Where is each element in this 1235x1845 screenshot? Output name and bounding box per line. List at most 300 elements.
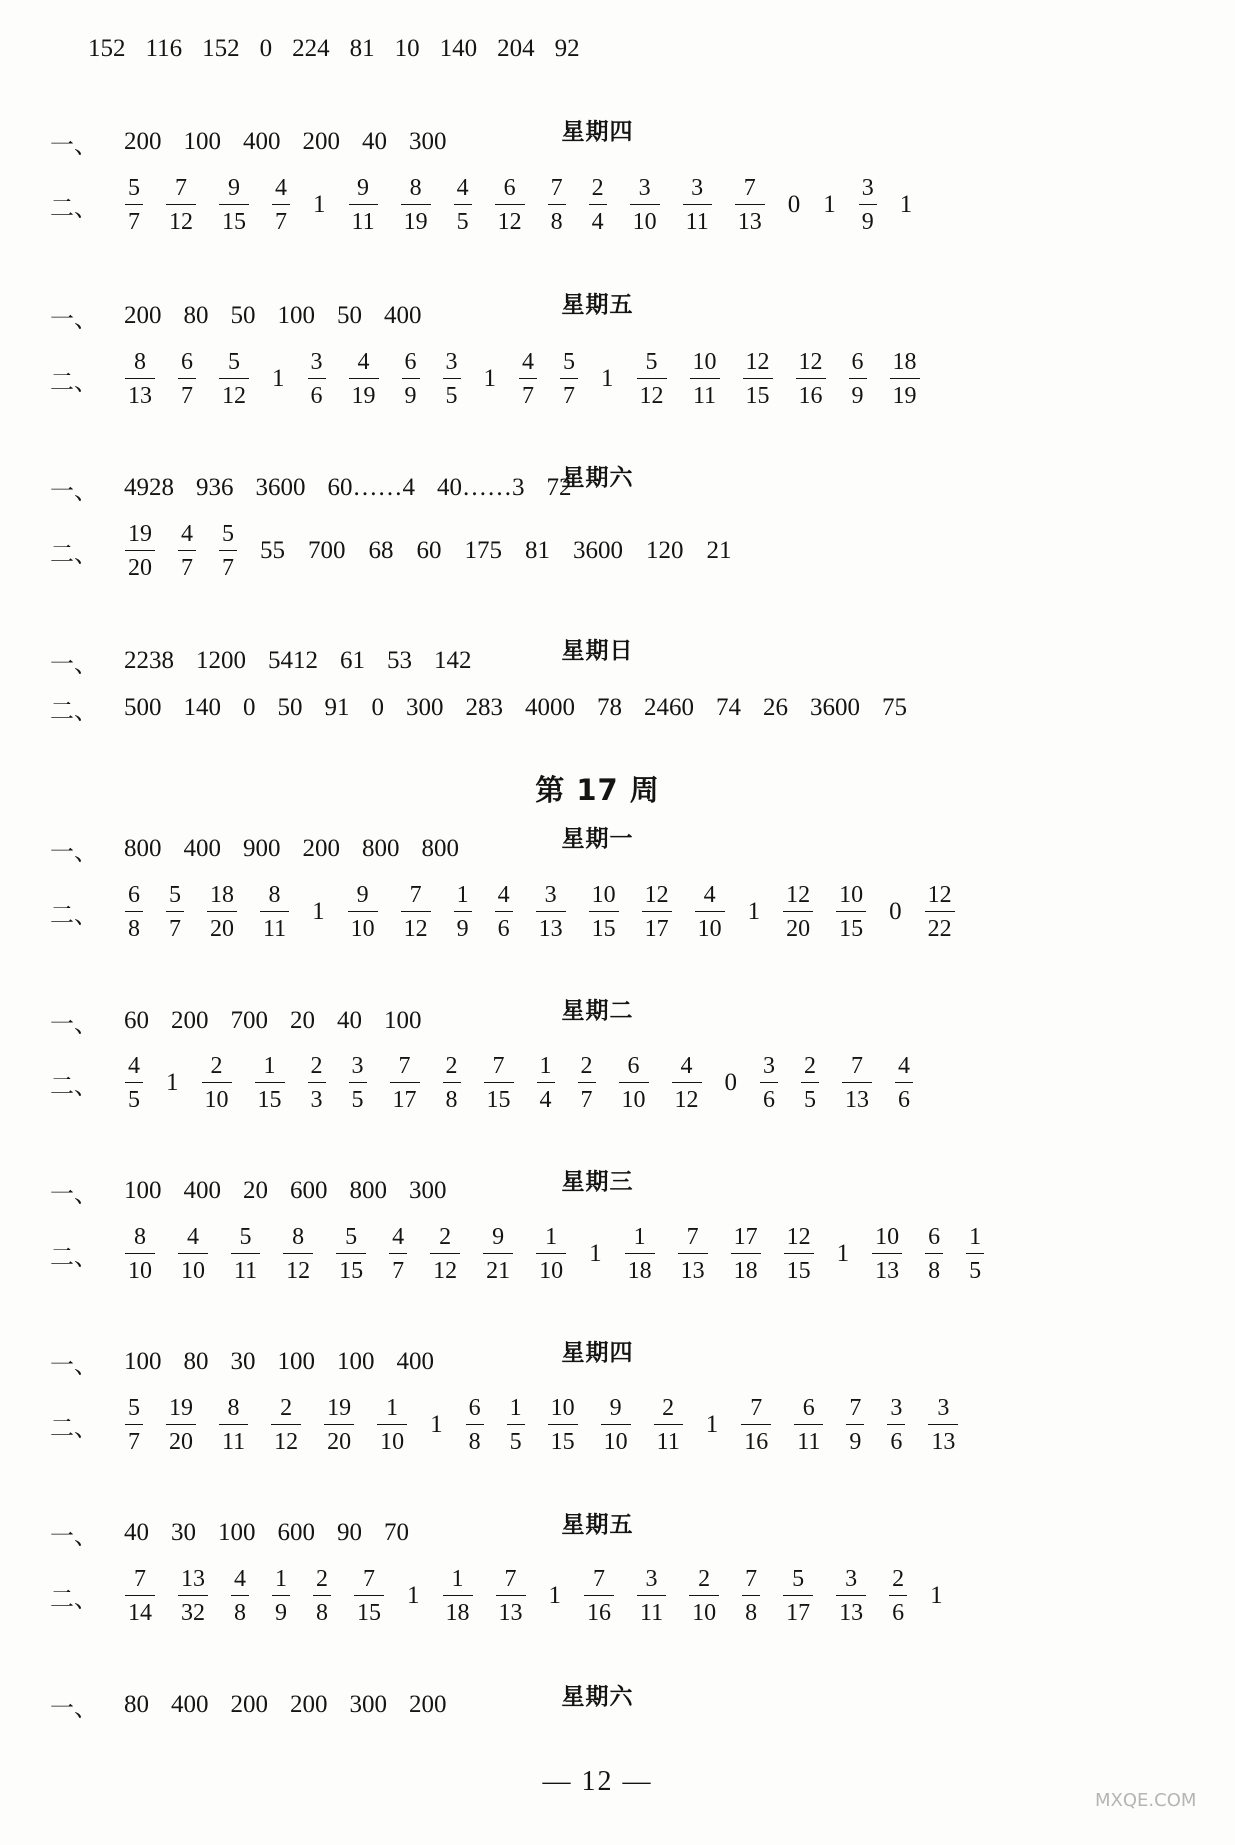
section-label: 一、 bbox=[50, 1009, 98, 1038]
fraction bbox=[783, 1567, 813, 1625]
numerator: 5 bbox=[792, 1566, 805, 1592]
numerator: 7 bbox=[363, 1566, 375, 1592]
answer-value: 2238 bbox=[124, 647, 174, 674]
fraction bbox=[794, 1396, 823, 1454]
denominator: 10 bbox=[621, 1087, 646, 1113]
fraction bbox=[219, 1396, 248, 1454]
denominator: 10 bbox=[204, 1087, 229, 1113]
fraction bbox=[308, 1054, 326, 1112]
denominator: 5 bbox=[804, 1087, 816, 1113]
denominator: 11 bbox=[685, 209, 709, 235]
answer-value: 1 bbox=[430, 1411, 443, 1438]
denominator: 15 bbox=[257, 1087, 282, 1113]
numerator: 2 bbox=[662, 1395, 675, 1421]
numerator: 8 bbox=[409, 175, 422, 201]
numerator: 19 bbox=[128, 521, 152, 547]
answer-line bbox=[50, 1224, 984, 1284]
numerator: 1 bbox=[633, 1224, 646, 1250]
denominator: 9 bbox=[851, 383, 864, 409]
fraction-bar bbox=[683, 204, 712, 205]
fraction bbox=[125, 522, 155, 580]
numerator: 2 bbox=[210, 1053, 223, 1079]
denominator: 17 bbox=[392, 1087, 417, 1113]
answer-value: 80 bbox=[183, 1348, 209, 1375]
denominator: 15 bbox=[839, 916, 864, 942]
denominator: 10 bbox=[539, 1258, 564, 1284]
fraction-bar bbox=[859, 204, 877, 205]
answer-value: 300 bbox=[349, 1691, 387, 1718]
answer-value: 283 bbox=[465, 694, 503, 721]
denominator: 7 bbox=[580, 1087, 593, 1113]
answer-value: 100 bbox=[277, 302, 315, 329]
answer-value: 4928 bbox=[124, 474, 174, 501]
day-heading: 星期五 bbox=[561, 1512, 634, 1538]
answer-value: 3600 bbox=[810, 694, 860, 721]
fraction bbox=[125, 1396, 143, 1454]
fraction-bar bbox=[625, 1253, 655, 1254]
fraction-bar bbox=[125, 1424, 143, 1425]
answer-line bbox=[50, 349, 920, 409]
numerator: 9 bbox=[609, 1395, 622, 1421]
fraction bbox=[519, 350, 537, 408]
numerator: 12 bbox=[927, 882, 952, 908]
denominator: 15 bbox=[786, 1258, 811, 1284]
fraction-bar bbox=[742, 1595, 760, 1596]
fraction bbox=[536, 883, 566, 941]
denominator: 12 bbox=[222, 383, 246, 409]
fraction-bar bbox=[760, 1082, 778, 1083]
answer-value: 75 bbox=[882, 694, 907, 721]
fraction bbox=[178, 1225, 208, 1283]
numerator: 4 bbox=[357, 349, 370, 375]
fraction bbox=[637, 350, 667, 408]
fraction bbox=[760, 1054, 778, 1112]
answer-value: 40 bbox=[337, 1007, 362, 1034]
numerator: 1 bbox=[386, 1395, 399, 1421]
numerator: 4 bbox=[680, 1053, 693, 1079]
denominator: 5 bbox=[351, 1087, 364, 1113]
numerator: 4 bbox=[522, 349, 534, 375]
fraction-bar bbox=[889, 1595, 907, 1596]
numerator: 4 bbox=[234, 1566, 246, 1592]
numerator: 3 bbox=[544, 882, 557, 908]
fraction-bar bbox=[619, 1082, 649, 1083]
fraction-bar bbox=[872, 1253, 902, 1254]
answer-line bbox=[50, 819, 459, 879]
denominator: 13 bbox=[680, 1258, 705, 1284]
answer-value: 40……3 bbox=[437, 474, 525, 501]
fraction-bar bbox=[219, 550, 237, 551]
fraction bbox=[260, 883, 289, 941]
fraction-bar bbox=[507, 1424, 525, 1425]
fraction-bar bbox=[443, 1595, 473, 1596]
day-heading: 星期日 bbox=[561, 638, 634, 664]
fraction-bar bbox=[536, 911, 566, 912]
fraction bbox=[678, 1225, 708, 1283]
numerator: 6 bbox=[627, 1053, 640, 1079]
answer-value: 1200 bbox=[196, 647, 246, 674]
fraction-bar bbox=[678, 1253, 708, 1254]
fraction bbox=[966, 1225, 984, 1283]
fraction bbox=[484, 1054, 514, 1112]
denominator: 19 bbox=[892, 383, 917, 409]
fraction bbox=[219, 522, 237, 580]
fraction bbox=[401, 883, 431, 941]
answer-value: 20 bbox=[243, 1177, 268, 1204]
day-heading: 星期三 bbox=[561, 1169, 634, 1195]
fraction-bar bbox=[846, 1424, 864, 1425]
answer-value: 200 bbox=[302, 835, 340, 862]
answer-value: 60 bbox=[124, 1007, 149, 1034]
fraction bbox=[889, 1567, 907, 1625]
fraction bbox=[443, 1054, 461, 1112]
fraction bbox=[401, 176, 431, 234]
day-heading: 星期四 bbox=[561, 119, 634, 145]
numerator: 7 bbox=[593, 1566, 605, 1592]
denominator: 10 bbox=[603, 1429, 628, 1455]
answer-value: 80 bbox=[183, 302, 209, 329]
denominator: 8 bbox=[128, 916, 140, 942]
fraction bbox=[731, 1225, 761, 1283]
fraction bbox=[308, 350, 326, 408]
fraction bbox=[584, 1567, 614, 1625]
fraction-bar bbox=[741, 1424, 771, 1425]
fraction-bar bbox=[496, 1595, 526, 1596]
day-heading: 星期五 bbox=[561, 292, 634, 318]
answer-value: 700 bbox=[308, 537, 346, 564]
answer-value: 800 bbox=[362, 835, 400, 862]
denominator: 13 bbox=[839, 1600, 864, 1626]
answer-line bbox=[50, 1332, 434, 1392]
answer-value: 74 bbox=[716, 694, 741, 721]
section-label: 二、 bbox=[50, 1071, 98, 1100]
denominator: 15 bbox=[745, 383, 770, 409]
answer-value: 30 bbox=[230, 1348, 256, 1375]
answer-value: 91 bbox=[324, 694, 350, 721]
numerator: 5 bbox=[345, 1224, 358, 1250]
answer-line bbox=[50, 1675, 447, 1735]
fraction bbox=[836, 883, 866, 941]
fraction-bar bbox=[484, 1082, 514, 1083]
fraction bbox=[849, 350, 867, 408]
fraction-bar bbox=[443, 378, 461, 379]
answer-value: 400 bbox=[243, 128, 281, 155]
denominator: 20 bbox=[786, 916, 811, 942]
denominator: 10 bbox=[128, 1258, 152, 1284]
fraction-bar bbox=[430, 1253, 460, 1254]
fraction bbox=[690, 350, 720, 408]
fraction-bar bbox=[836, 911, 866, 912]
answer-value: 936 bbox=[196, 474, 234, 501]
answer-value: 61 bbox=[340, 647, 365, 674]
fraction-bar bbox=[231, 1595, 249, 1596]
fraction bbox=[859, 176, 877, 234]
answer-value: 100 bbox=[124, 1177, 162, 1204]
fraction-bar bbox=[178, 1595, 208, 1596]
answer-value: 10 bbox=[394, 35, 420, 62]
fraction bbox=[166, 883, 184, 941]
denominator: 9 bbox=[861, 209, 874, 235]
answer-value: 40 bbox=[124, 1519, 149, 1546]
fraction-bar bbox=[125, 378, 155, 379]
denominator: 13 bbox=[498, 1600, 523, 1626]
answer-value: 200 bbox=[302, 128, 340, 155]
fraction bbox=[231, 1567, 249, 1625]
numerator: 7 bbox=[743, 175, 756, 201]
answer-value: 300 bbox=[409, 128, 447, 155]
fraction bbox=[836, 1567, 866, 1625]
denominator: 12 bbox=[639, 383, 664, 409]
watermark: MXQE.COM bbox=[1095, 1790, 1197, 1811]
numerator: 7 bbox=[686, 1224, 699, 1250]
denominator: 7 bbox=[392, 1258, 405, 1284]
answer-value: 1 bbox=[836, 1240, 850, 1267]
fraction-bar bbox=[255, 1082, 285, 1083]
fraction bbox=[454, 883, 472, 941]
answer-value: 0 bbox=[787, 191, 801, 218]
fraction bbox=[430, 1225, 460, 1283]
numerator: 2 bbox=[280, 1395, 293, 1421]
numerator: 9 bbox=[356, 882, 369, 908]
fraction-bar bbox=[695, 911, 725, 912]
answer-value: 400 bbox=[171, 1691, 209, 1718]
answer-value: 1 bbox=[899, 191, 913, 218]
numerator: 5 bbox=[228, 349, 240, 375]
fraction-bar bbox=[925, 911, 955, 912]
answer-value: 152 bbox=[88, 35, 126, 62]
answer-value: 72 bbox=[546, 474, 572, 501]
answer-value: 116 bbox=[145, 35, 183, 62]
fraction bbox=[536, 1225, 566, 1283]
denominator: 5 bbox=[445, 383, 458, 409]
denominator: 3 bbox=[310, 1087, 323, 1113]
fraction bbox=[349, 1054, 367, 1112]
fraction bbox=[537, 1054, 555, 1112]
fraction bbox=[560, 350, 578, 408]
answer-value: 60 bbox=[416, 537, 442, 564]
answer-value: 30 bbox=[171, 1519, 196, 1546]
section-label: 二、 bbox=[50, 1413, 98, 1442]
fraction bbox=[125, 350, 155, 408]
numerator: 9 bbox=[228, 175, 240, 201]
answer-value: 300 bbox=[409, 1177, 447, 1204]
numerator: 8 bbox=[134, 1224, 146, 1250]
numerator: 2 bbox=[445, 1053, 458, 1079]
fraction-bar bbox=[560, 378, 578, 379]
denominator: 8 bbox=[468, 1429, 481, 1455]
numerator: 1 bbox=[456, 882, 469, 908]
numerator: 6 bbox=[928, 1224, 941, 1250]
answer-value: 140 bbox=[183, 694, 221, 721]
answer-value: 400 bbox=[384, 302, 422, 329]
answer-value: 68 bbox=[368, 537, 394, 564]
answer-value: 400 bbox=[183, 1177, 221, 1204]
fraction-bar bbox=[125, 911, 143, 912]
numerator: 6 bbox=[404, 349, 417, 375]
numerator: 10 bbox=[692, 349, 717, 375]
fraction-bar bbox=[125, 550, 155, 551]
fraction-bar bbox=[231, 1253, 260, 1254]
numerator: 7 bbox=[504, 1566, 517, 1592]
answer-value: 1 bbox=[272, 365, 285, 392]
numerator: 12 bbox=[745, 349, 770, 375]
fraction-bar bbox=[336, 1253, 366, 1254]
numerator: 2 bbox=[316, 1566, 328, 1592]
fraction bbox=[324, 1396, 354, 1454]
answer-value: 20 bbox=[290, 1007, 315, 1034]
fraction-bar bbox=[689, 1595, 719, 1596]
answer-value: 0 bbox=[259, 35, 273, 62]
fraction-bar bbox=[402, 378, 420, 379]
numerator: 4 bbox=[187, 1224, 199, 1250]
section-label: 一、 bbox=[50, 837, 98, 866]
numerator: 2 bbox=[698, 1566, 711, 1592]
denominator: 8 bbox=[745, 1600, 758, 1626]
numerator: 4 bbox=[703, 882, 716, 908]
section-label: 一、 bbox=[50, 1693, 98, 1722]
denominator: 12 bbox=[403, 916, 428, 942]
fraction bbox=[354, 1567, 384, 1625]
answer-value: 26 bbox=[763, 694, 788, 721]
denominator: 17 bbox=[786, 1600, 811, 1626]
fraction-bar bbox=[890, 378, 920, 379]
fraction bbox=[689, 1567, 719, 1625]
fraction bbox=[842, 1054, 872, 1112]
fraction-bar bbox=[178, 1253, 208, 1254]
denominator: 16 bbox=[744, 1429, 769, 1455]
answer-value: 3600 bbox=[255, 474, 306, 501]
numerator: 7 bbox=[492, 1053, 505, 1079]
fraction-bar bbox=[260, 911, 289, 912]
fraction bbox=[219, 350, 249, 408]
denominator: 9 bbox=[849, 1429, 862, 1455]
fraction-bar bbox=[783, 1595, 813, 1596]
answer-value: 21 bbox=[706, 537, 732, 564]
fraction bbox=[743, 350, 773, 408]
denominator: 13 bbox=[931, 1429, 956, 1455]
denominator: 8 bbox=[316, 1600, 328, 1626]
denominator: 11 bbox=[692, 383, 717, 409]
denominator: 9 bbox=[275, 1600, 287, 1626]
fraction-bar bbox=[272, 1595, 290, 1596]
denominator: 9 bbox=[456, 916, 469, 942]
fraction-bar bbox=[578, 1082, 596, 1083]
numerator: 2 bbox=[591, 175, 604, 201]
fraction bbox=[589, 883, 619, 941]
numerator: 4 bbox=[898, 1053, 910, 1079]
fraction-bar bbox=[166, 911, 184, 912]
denominator: 18 bbox=[627, 1258, 652, 1284]
answer-value: 100 bbox=[124, 1348, 162, 1375]
fraction bbox=[796, 350, 826, 408]
numerator: 4 bbox=[128, 1053, 140, 1079]
numerator: 7 bbox=[550, 175, 563, 201]
numerator: 7 bbox=[175, 175, 187, 201]
fraction bbox=[336, 1225, 366, 1283]
denominator: 4 bbox=[591, 209, 604, 235]
answer-value: 1 bbox=[930, 1582, 943, 1609]
answer-value: 140 bbox=[439, 35, 478, 62]
numerator: 13 bbox=[181, 1566, 205, 1592]
fraction-bar bbox=[401, 204, 431, 205]
fraction-bar bbox=[271, 1424, 301, 1425]
answer-value: 900 bbox=[243, 835, 281, 862]
fraction-bar bbox=[313, 1595, 331, 1596]
fraction bbox=[125, 1225, 155, 1283]
answer-value: 1 bbox=[313, 191, 326, 218]
fraction-bar bbox=[125, 1082, 143, 1083]
fraction-bar bbox=[801, 1082, 819, 1083]
section-label: 一、 bbox=[50, 1521, 98, 1550]
fraction bbox=[466, 1396, 484, 1454]
denominator: 13 bbox=[737, 209, 762, 235]
answer-value: 1 bbox=[589, 1240, 602, 1267]
denominator: 20 bbox=[327, 1429, 352, 1455]
numerator: 2 bbox=[439, 1224, 452, 1250]
denominator: 22 bbox=[927, 916, 952, 942]
answer-line bbox=[50, 1566, 943, 1626]
fraction bbox=[313, 1567, 331, 1625]
numerator: 1 bbox=[275, 1566, 287, 1592]
answer-line bbox=[50, 1503, 409, 1563]
answer-value: 800 bbox=[421, 835, 459, 862]
numerator: 6 bbox=[802, 1395, 815, 1421]
fraction bbox=[601, 1396, 631, 1454]
denominator: 21 bbox=[486, 1258, 511, 1284]
fraction bbox=[166, 176, 196, 234]
answer-value: 1 bbox=[747, 898, 761, 925]
numerator: 17 bbox=[733, 1224, 758, 1250]
answer-value: 80 bbox=[124, 1691, 149, 1718]
fraction bbox=[578, 1054, 596, 1112]
answer-value: 100 bbox=[183, 128, 221, 155]
fraction-bar bbox=[925, 1253, 943, 1254]
denominator: 10 bbox=[380, 1429, 405, 1455]
denominator: 10 bbox=[692, 1600, 717, 1626]
fraction bbox=[672, 1054, 702, 1112]
fraction-bar bbox=[548, 204, 566, 205]
fraction bbox=[255, 1054, 285, 1112]
fraction-bar bbox=[324, 1424, 354, 1425]
fraction-bar bbox=[630, 204, 660, 205]
fraction-bar bbox=[348, 911, 378, 912]
numerator: 3 bbox=[691, 175, 704, 201]
section-label: 二、 bbox=[50, 367, 98, 396]
denominator: 11 bbox=[263, 916, 287, 942]
answer-value: 0 bbox=[889, 898, 902, 925]
answer-value: 81 bbox=[525, 537, 550, 564]
numerator: 5 bbox=[645, 349, 658, 375]
numerator: 3 bbox=[890, 1395, 903, 1421]
numerator: 3 bbox=[763, 1053, 775, 1079]
numerator: 8 bbox=[292, 1224, 305, 1250]
answer-value: 1 bbox=[407, 1582, 420, 1609]
fraction bbox=[846, 1396, 864, 1454]
fraction-bar bbox=[637, 1595, 666, 1596]
numerator: 10 bbox=[875, 1224, 900, 1250]
fraction-bar bbox=[483, 1253, 513, 1254]
denominator: 19 bbox=[403, 209, 428, 235]
denominator: 7 bbox=[522, 383, 534, 409]
fraction-bar bbox=[537, 1082, 555, 1083]
answer-value: 152 bbox=[202, 35, 240, 62]
answer-value: 5412 bbox=[268, 647, 318, 674]
fraction-bar bbox=[454, 204, 472, 205]
denominator: 6 bbox=[892, 1600, 905, 1626]
denominator: 12 bbox=[286, 1258, 311, 1284]
fraction-bar bbox=[349, 204, 378, 205]
denominator: 13 bbox=[128, 383, 152, 409]
